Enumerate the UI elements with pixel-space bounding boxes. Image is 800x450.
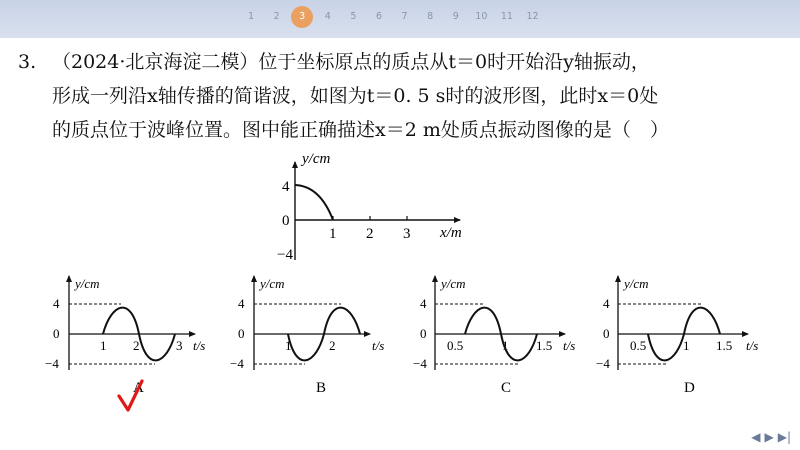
question-line-1 [18, 45, 788, 79]
option-c-tlabel: t/s [563, 338, 576, 353]
option-c-ytick-neg4: −4 [413, 356, 427, 371]
option-d-tlabel: t/s [746, 338, 759, 353]
wave-graph-xtick-2: 2 [366, 226, 374, 242]
option-b-xtick-2: 2 [329, 338, 336, 353]
option-a-ytick-0: 0 [53, 326, 60, 341]
page-button-10[interactable]: 10 [475, 11, 488, 22]
option-c-xtick-1: 1 [502, 338, 509, 353]
page-button-5[interactable]: 5 [350, 11, 357, 22]
option-a-ytick-neg4: −4 [45, 356, 59, 371]
page-button-2[interactable]: 2 [273, 11, 280, 22]
page-button-4[interactable]: 4 [324, 11, 331, 22]
option-b-tlabel: t/s [372, 338, 385, 353]
option-b-letter[interactable]: B [316, 380, 327, 396]
option-d-ytick-neg4: −4 [596, 356, 610, 371]
option-d-ylabel: y/cm [624, 276, 649, 291]
wave-graph-ytick-0: 0 [282, 213, 290, 229]
wave-graph-ytick-4: 4 [282, 179, 290, 195]
option-a-ytick-4: 4 [53, 296, 60, 311]
wave-graph-ylabel: y/cm [302, 151, 331, 167]
option-a-tlabel: t/s [193, 338, 206, 353]
option-a-graph [35, 270, 215, 375]
wave-graph-ytick-neg4: −4 [277, 247, 293, 263]
check-mark-annotation [116, 378, 146, 414]
option-d-ytick-4: 4 [603, 296, 610, 311]
option-b-ylabel: y/cm [260, 276, 285, 291]
next-slide-button[interactable]: ▶ [764, 430, 774, 444]
option-c-ylabel: y/cm [441, 276, 466, 291]
previous-slide-button[interactable]: ◀ [751, 430, 761, 444]
page-button-6[interactable]: 6 [375, 11, 382, 22]
option-d-letter[interactable]: D [684, 380, 695, 396]
page-button-9[interactable]: 9 [452, 11, 459, 22]
option-d-ytick-0: 0 [603, 326, 610, 341]
last-slide-button[interactable]: ▶| [777, 430, 791, 444]
option-b-graph [220, 270, 400, 375]
option-c-letter[interactable]: C [501, 380, 512, 396]
slide-top-bar [0, 0, 800, 38]
option-b-ytick-4: 4 [238, 296, 245, 311]
option-a-xtick-3: 3 [176, 338, 183, 353]
option-b-ytick-neg4: −4 [230, 356, 244, 371]
page-button-11[interactable]: 11 [500, 11, 513, 22]
option-d-xtick-1: 1 [683, 338, 690, 353]
option-a-xtick-1: 1 [100, 338, 107, 353]
slide-pager [240, 6, 547, 28]
check-mark-icon [119, 381, 142, 410]
option-a-ylabel: y/cm [75, 276, 100, 291]
option-c-ytick-0: 0 [420, 326, 427, 341]
wave-graph [270, 150, 490, 268]
option-d-graph [588, 270, 768, 375]
question-line-3: 的质点位于波峰位置。图中能正确描述x＝2 m处质点振动图像的是（ ） [52, 119, 669, 141]
option-d-xtick-0-5: 0.5 [630, 338, 647, 353]
option-d-xtick-1-5: 1.5 [716, 338, 733, 353]
option-c-ytick-4: 4 [420, 296, 427, 311]
option-a-letter[interactable]: A [133, 380, 144, 396]
question-line-2: 形成一列沿x轴传播的简谐波，如图为t＝0. 5 s时的波形图，此时x＝0处 [52, 85, 659, 107]
option-c-xtick-1-5: 1.5 [536, 338, 553, 353]
page-button-1[interactable]: 1 [247, 11, 255, 22]
option-a-xtick-2: 2 [133, 338, 140, 353]
slide-navigation [750, 430, 792, 444]
wave-graph-xtick-3: 3 [403, 226, 411, 242]
option-c-graph [405, 270, 585, 375]
wave-graph-xtick-1: 1 [329, 226, 337, 242]
page-button-7[interactable]: 7 [401, 11, 408, 22]
wave-graph-xlabel: x/m [440, 225, 462, 241]
question-text [18, 45, 788, 147]
page-button-8[interactable]: 8 [427, 11, 434, 22]
option-b-ytick-0: 0 [238, 326, 245, 341]
question-line-1-text: （2024·北京海淀二模）位于坐标原点的质点从t＝0时开始沿y轴振动， [52, 51, 650, 73]
option-c-xtick-0-5: 0.5 [447, 338, 464, 353]
page-button-12[interactable]: 12 [526, 11, 539, 22]
question-number: 3. [18, 51, 37, 73]
option-b-xtick-1: 1 [285, 338, 292, 353]
page-button-3-current[interactable]: 3 [291, 6, 313, 28]
wave-curve [295, 185, 333, 220]
